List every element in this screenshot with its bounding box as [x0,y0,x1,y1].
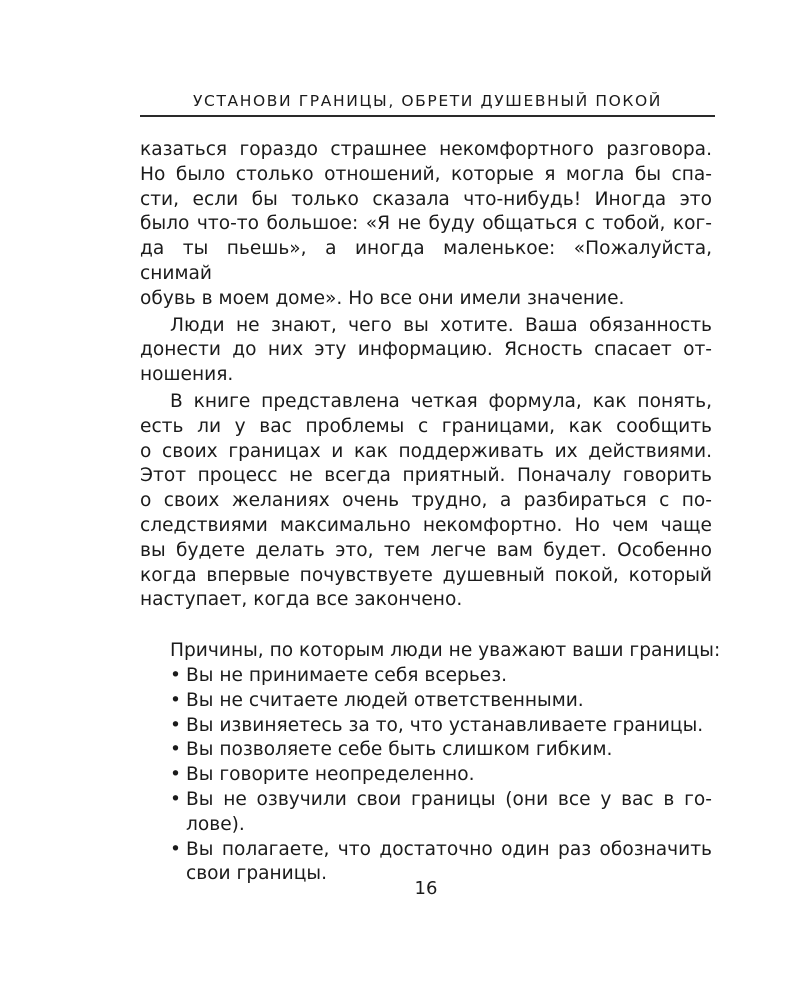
list-intro: Причины, по которым люди не уважают ваши границы: [170,640,721,662]
page-number: 16 [414,878,438,899]
bullet-icon: • [170,664,181,686]
text-line: Но было столько отношений, которые я могла бы спа- [140,163,712,185]
bullet-icon: • [170,689,181,711]
text-line: казаться гораздо страшнее некомфортного разговора. [140,139,712,160]
bullet-icon: • [170,714,181,736]
text-line: сти, если бы только сказала что-нибудь! Иногда это [140,188,712,210]
list-item-text: Вы полагаете, что достаточно один раз обозначить [186,838,712,860]
text-line: Люди не знают, чего вы хотите. Ваша обязанность [170,314,712,336]
text-line: о своих границах и как поддерживать их действиями. [140,440,712,462]
list-item [170,664,712,689]
list-item-text: Вы не озвучили свои границы (они все у вас в го- [186,788,712,810]
text-line: есть ли у вас проблемы с границами, как сообщить [140,415,712,437]
list-item [170,788,712,838]
text-line: В книге представлена четкая формула, как понять, [170,390,712,412]
text-line: наступает, когда все закончено. [140,589,463,611]
bullet-icon: • [170,788,181,810]
paragraph-3 [140,390,712,613]
text-line: вы будете делать это, тем легче вам будет. Особенно [140,539,712,561]
text-line: следствиями максимально некомфортно. Но чем чаще [140,514,712,536]
bullet-icon: • [170,838,181,860]
paragraph-1 [140,138,712,312]
list-item-text: Вы говорите неопределенно. [186,764,475,786]
reasons-list [170,664,712,887]
bullet-icon: • [170,764,181,786]
list-item [170,738,712,763]
text-line: ношения. [140,364,234,386]
text-line: донести до них эту информацию. Ясность спасает от- [140,339,712,361]
list-item-text: Вы извиняетесь за то, что устанавливаете границы. [186,714,704,736]
body-text [140,138,721,887]
reasons-section [140,639,721,887]
list-item [170,763,712,788]
running-head: УСТАНОВИ ГРАНИЦЫ, ОБРЕТИ ДУШЕВНЫЙ ПОКОЙ [193,92,662,110]
list-item-text: Вы позволяете себе быть слишком гибким. [186,739,613,761]
header-rule [140,115,715,117]
text-line: было что-то большое: «Я не буду общаться с тобой, ког- [140,213,712,235]
list-item [170,689,712,714]
list-item-text: Вы не считаете людей ответственными. [186,689,584,711]
text-line: да ты пьешь», а иногда маленькое: «Пожалуйста, снимай [140,238,712,284]
bullet-icon: • [170,739,181,761]
text-line: о своих желаниях очень трудно, а разбираться с по- [140,490,712,512]
text-line: обувь в моем доме». Но все они имели значение. [140,287,625,309]
paragraph-2 [140,314,712,388]
text-line: Этот процесс не всегда приятный. Поначалу говорить [140,465,712,487]
list-item-text: свои границы. [186,863,328,885]
list-item-text: Вы не принимаете себя всерьез. [186,664,508,686]
list-item [170,714,712,739]
list-item-text: лове). [186,813,245,835]
text-line: когда впервые почувствуете душевный покой, который [140,564,712,586]
